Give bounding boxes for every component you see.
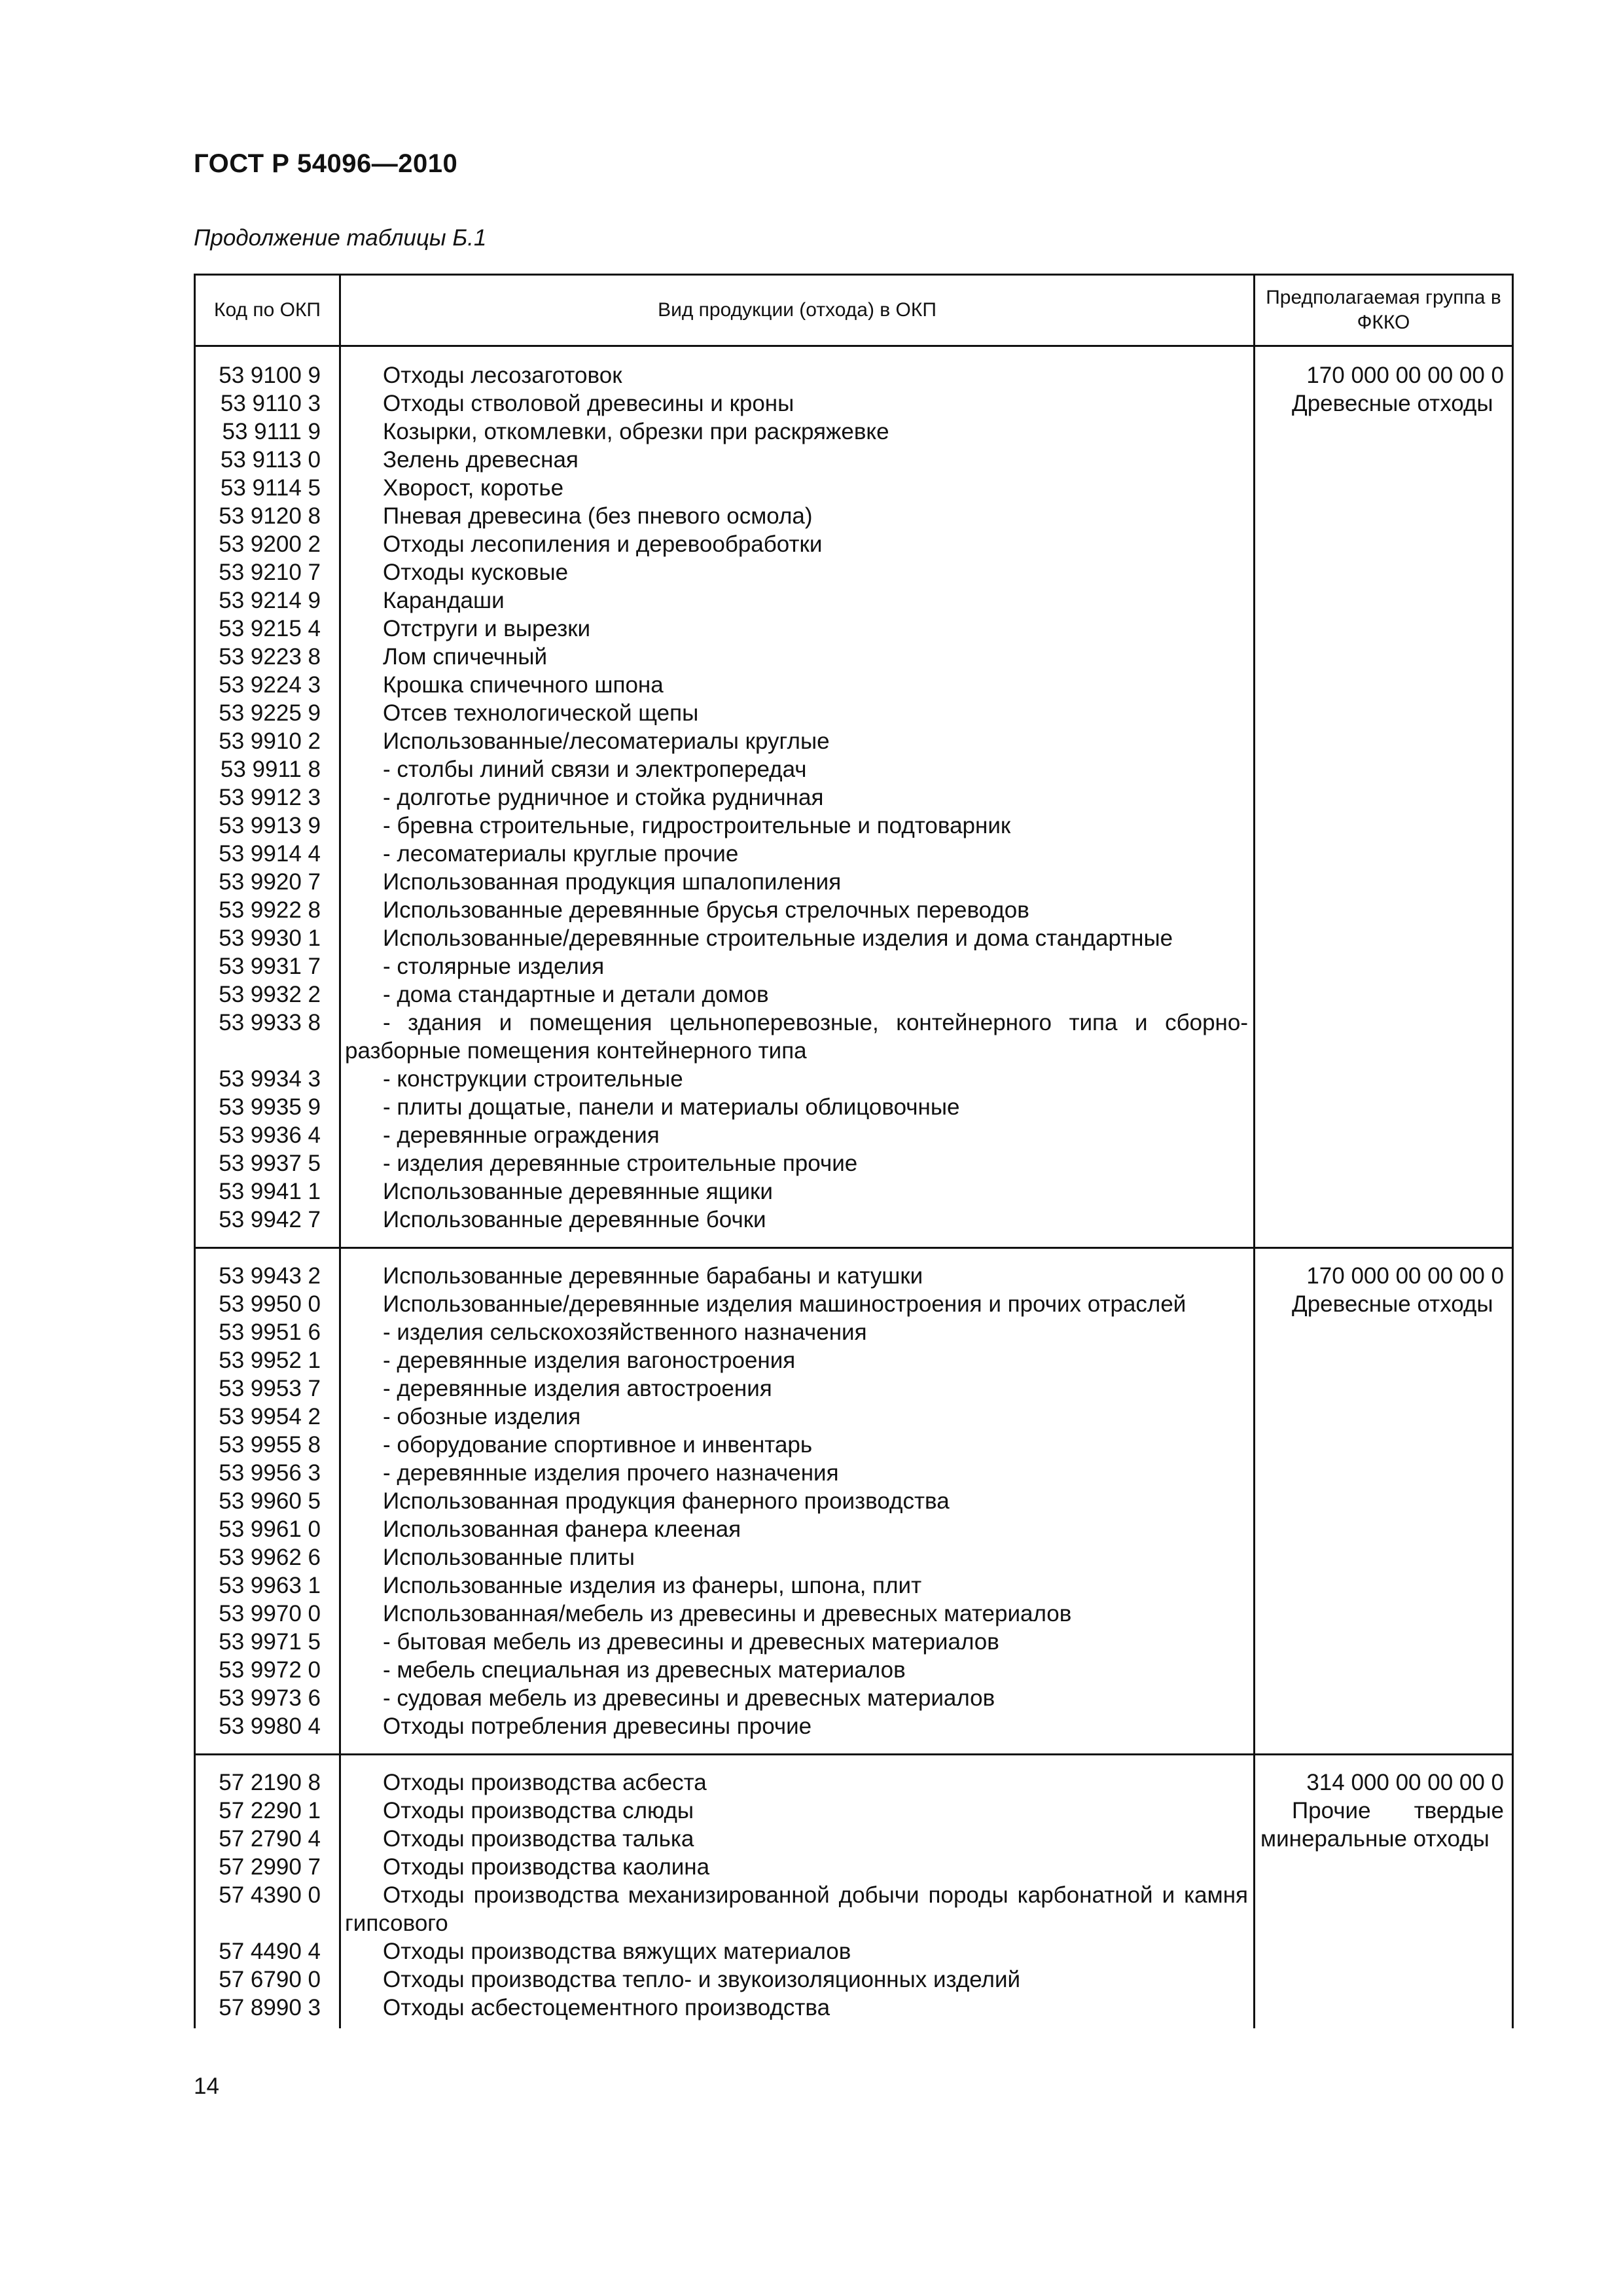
okp-code: 53 9943 2 <box>219 1263 321 1289</box>
okp-code: 53 9973 6 <box>219 1685 321 1711</box>
product-desc: Использованная/мебель из древесины и древесных материалов <box>383 1601 1072 1626</box>
product-desc: Отходы производства вяжущих материалов <box>383 1939 851 1964</box>
page-header: ГОСТ Р 54096—2010 <box>194 149 458 178</box>
okp-code: 53 9214 9 <box>219 588 321 613</box>
product-desc: Использованные плиты <box>383 1545 635 1570</box>
product-desc-cell <box>340 1755 1255 2029</box>
product-desc: - судовая мебель из древесины и древесных материалов <box>383 1685 995 1711</box>
product-desc: Использованные деревянные ящики <box>383 1179 773 1204</box>
okp-code: 53 9942 7 <box>219 1207 321 1232</box>
fkko-code: 170 000 00 00 00 0 <box>1306 363 1504 388</box>
okp-code: 57 2190 8 <box>219 1770 321 1795</box>
okp-code: 53 9911 8 <box>220 757 321 782</box>
product-desc: Использованные изделия из фанеры, шпона, плит <box>383 1573 922 1598</box>
product-desc: Отходы лесопиления и деревообработки <box>383 531 823 557</box>
table-group <box>195 346 1513 1248</box>
okp-code-cell <box>195 1755 340 2029</box>
col-header-code: Код по ОКП <box>195 275 340 346</box>
line-spacer <box>196 1909 321 1937</box>
okp-code: 53 9935 9 <box>219 1094 321 1120</box>
product-desc: Зелень древесная <box>383 447 579 473</box>
table-group <box>195 1248 1513 1755</box>
okp-code: 53 9914 4 <box>219 841 321 867</box>
okp-code: 53 9210 7 <box>219 560 321 585</box>
product-desc: Отходы асбестоцементного производства <box>383 1995 830 2020</box>
okp-code: 53 9933 8 <box>219 1010 321 1035</box>
product-desc: - изделия деревянные строительные прочие <box>383 1151 858 1176</box>
product-desc: Козырки, откомлевки, обрезки при раскряжевке <box>383 419 889 444</box>
product-desc: - деревянные изделия автостроения <box>383 1376 772 1401</box>
product-desc: - долготье рудничное и стойка рудничная <box>383 785 824 810</box>
okp-code: 53 9100 9 <box>219 363 321 388</box>
product-desc: Крошка спичечного шпона <box>383 672 664 698</box>
product-desc: Отходы производства тепло- и звукоизоляционных изделий <box>383 1967 1021 1992</box>
product-desc: Отходы производства механизированной добычи породы карбонатной и камня гипсового <box>345 1882 1248 1936</box>
product-desc: - бревна строительные, гидростроительные и подтоварник <box>383 813 1011 838</box>
okp-code: 53 9223 8 <box>219 644 321 670</box>
product-desc: Отходы производства асбеста <box>383 1770 707 1795</box>
okp-code: 57 4490 4 <box>219 1939 321 1964</box>
okp-code: 53 9971 5 <box>219 1629 321 1655</box>
okp-code: 53 9225 9 <box>219 700 321 726</box>
okp-code: 53 9932 2 <box>219 982 321 1007</box>
okp-code: 53 9113 0 <box>220 447 321 473</box>
product-desc: Хворост, коротье <box>383 475 564 501</box>
product-desc: Отходы производства талька <box>383 1826 694 1852</box>
okp-code: 57 2290 1 <box>219 1798 321 1823</box>
table-header-row <box>195 275 1513 346</box>
product-desc: - столярные изделия <box>383 954 605 979</box>
product-desc: - дома стандартные и детали домов <box>383 982 769 1007</box>
okp-code: 53 9937 5 <box>219 1151 321 1176</box>
okp-fkko-table <box>194 274 1514 2028</box>
fkko-code: 170 000 00 00 00 0 <box>1306 1263 1504 1289</box>
okp-code: 53 9931 7 <box>219 954 321 979</box>
okp-code: 53 9962 6 <box>219 1545 321 1570</box>
product-desc: - деревянные изделия вагоностроения <box>383 1348 796 1373</box>
okp-code: 53 9912 3 <box>219 785 321 810</box>
product-desc: Лом спичечный <box>383 644 548 670</box>
fkko-name: Древесные отходы <box>1292 1291 1493 1317</box>
line-spacer <box>196 1037 321 1065</box>
product-desc: - лесоматериалы круглые прочие <box>383 841 739 867</box>
okp-code: 53 9110 3 <box>220 391 321 416</box>
product-desc: - здания и помещения цельноперевозные, контейнерного типа и сборно-разборные помещения контейнерного типа <box>345 1010 1248 1064</box>
product-desc: Использованные/лесоматериалы круглые <box>383 728 830 754</box>
product-desc: - столбы линий связи и электропередач <box>383 757 807 782</box>
product-desc: - обозные изделия <box>383 1404 581 1429</box>
product-desc: Отструги и вырезки <box>383 616 591 641</box>
okp-code: 53 9224 3 <box>219 672 321 698</box>
product-desc: Отходы стволовой древесины и кроны <box>383 391 794 416</box>
fkko-group-cell <box>1255 346 1513 1248</box>
okp-code: 53 9963 1 <box>219 1573 321 1598</box>
product-desc: Отходы производства слюды <box>383 1798 694 1823</box>
product-desc: Использованная фанера клееная <box>383 1516 741 1542</box>
okp-code: 57 4390 0 <box>219 1882 321 1908</box>
okp-code: 57 2990 7 <box>219 1854 321 1880</box>
okp-code: 53 9951 6 <box>219 1319 321 1345</box>
fkko-group-cell <box>1255 1755 1513 2029</box>
product-desc: Использованные деревянные барабаны и катушки <box>383 1263 923 1289</box>
okp-code: 53 9950 0 <box>219 1291 321 1317</box>
fkko-code: 314 000 00 00 00 0 <box>1306 1770 1504 1795</box>
product-desc: - оборудование спортивное и инвентарь <box>383 1432 813 1458</box>
fkko-name: Древесные отходы <box>1292 391 1493 416</box>
okp-code: 53 9960 5 <box>219 1488 321 1514</box>
product-desc: Отходы лесозаготовок <box>383 363 622 388</box>
okp-code: 53 9980 4 <box>219 1713 321 1739</box>
okp-code: 57 8990 3 <box>219 1995 321 2020</box>
product-desc: Отходы потребления древесины прочие <box>383 1713 812 1739</box>
okp-code: 53 9955 8 <box>219 1432 321 1458</box>
okp-code: 53 9920 7 <box>219 869 321 895</box>
product-desc: - плиты дощатые, панели и материалы облицовочные <box>383 1094 960 1120</box>
product-desc: Использованные/деревянные изделия машиностроения и прочих отраслей <box>383 1291 1186 1317</box>
okp-code-cell <box>195 346 340 1248</box>
product-desc-cell <box>340 1248 1255 1755</box>
okp-code: 53 9913 9 <box>219 813 321 838</box>
col-header-fkko: Предполагаемая группа в ФККО <box>1255 275 1513 346</box>
product-desc: Использованная продукция шпалопиления <box>383 869 842 895</box>
okp-code-cell <box>195 1248 340 1755</box>
product-desc: Использованные/деревянные строительные изделия и дома стандартные <box>383 925 1173 951</box>
okp-code: 53 9961 0 <box>219 1516 321 1542</box>
product-desc: Использованная продукция фанерного производства <box>383 1488 950 1514</box>
okp-code: 53 9936 4 <box>219 1122 321 1148</box>
product-desc: - изделия сельскохозяйственного назначения <box>383 1319 867 1345</box>
okp-code: 53 9200 2 <box>219 531 321 557</box>
product-desc: - мебель специальная из древесных материалов <box>383 1657 906 1683</box>
product-desc: Карандаши <box>383 588 505 613</box>
product-desc: Использованные деревянные брусья стрелочных переводов <box>383 897 1029 923</box>
okp-code: 57 6790 0 <box>219 1967 321 1992</box>
product-desc: - деревянные изделия прочего назначения <box>383 1460 839 1486</box>
page-number: 14 <box>194 2073 219 2099</box>
okp-code: 53 9941 1 <box>219 1179 321 1204</box>
okp-code: 53 9954 2 <box>219 1404 321 1429</box>
table-body <box>195 346 1513 2029</box>
col-header-product: Вид продукции (отхода) в ОКП <box>340 275 1255 346</box>
product-desc: Пневая древесина (без пневого осмола) <box>383 503 813 529</box>
okp-code: 53 9910 2 <box>219 728 321 754</box>
product-desc: Отходы производства каолина <box>383 1854 710 1880</box>
okp-code: 57 2790 4 <box>219 1826 321 1852</box>
product-desc: - конструкции строительные <box>383 1066 683 1092</box>
fkko-group-cell <box>1255 1248 1513 1755</box>
okp-code: 53 9952 1 <box>219 1348 321 1373</box>
okp-code: 53 9114 5 <box>220 475 321 501</box>
okp-code: 53 9953 7 <box>219 1376 321 1401</box>
table-group <box>195 1755 1513 2029</box>
okp-code: 53 9922 8 <box>219 897 321 923</box>
product-desc: - бытовая мебель из древесины и древесных материалов <box>383 1629 999 1655</box>
product-desc: - деревянные ограждения <box>383 1122 660 1148</box>
product-desc: Отсев технологической щепы <box>383 700 699 726</box>
product-desc-cell <box>340 346 1255 1248</box>
okp-code: 53 9934 3 <box>219 1066 321 1092</box>
product-desc: Использованные деревянные бочки <box>383 1207 766 1232</box>
okp-code: 53 9972 0 <box>219 1657 321 1683</box>
okp-code: 53 9930 1 <box>219 925 321 951</box>
okp-code: 53 9120 8 <box>219 503 321 529</box>
okp-code: 53 9111 9 <box>222 419 321 444</box>
table-caption: Продолжение таблицы Б.1 <box>194 225 487 251</box>
okp-code: 53 9215 4 <box>219 616 321 641</box>
fkko-name: Прочие твердые минеральные отходы <box>1260 1798 1504 1852</box>
okp-code: 53 9956 3 <box>219 1460 321 1486</box>
okp-code: 53 9970 0 <box>219 1601 321 1626</box>
product-desc: Отходы кусковые <box>383 560 569 585</box>
